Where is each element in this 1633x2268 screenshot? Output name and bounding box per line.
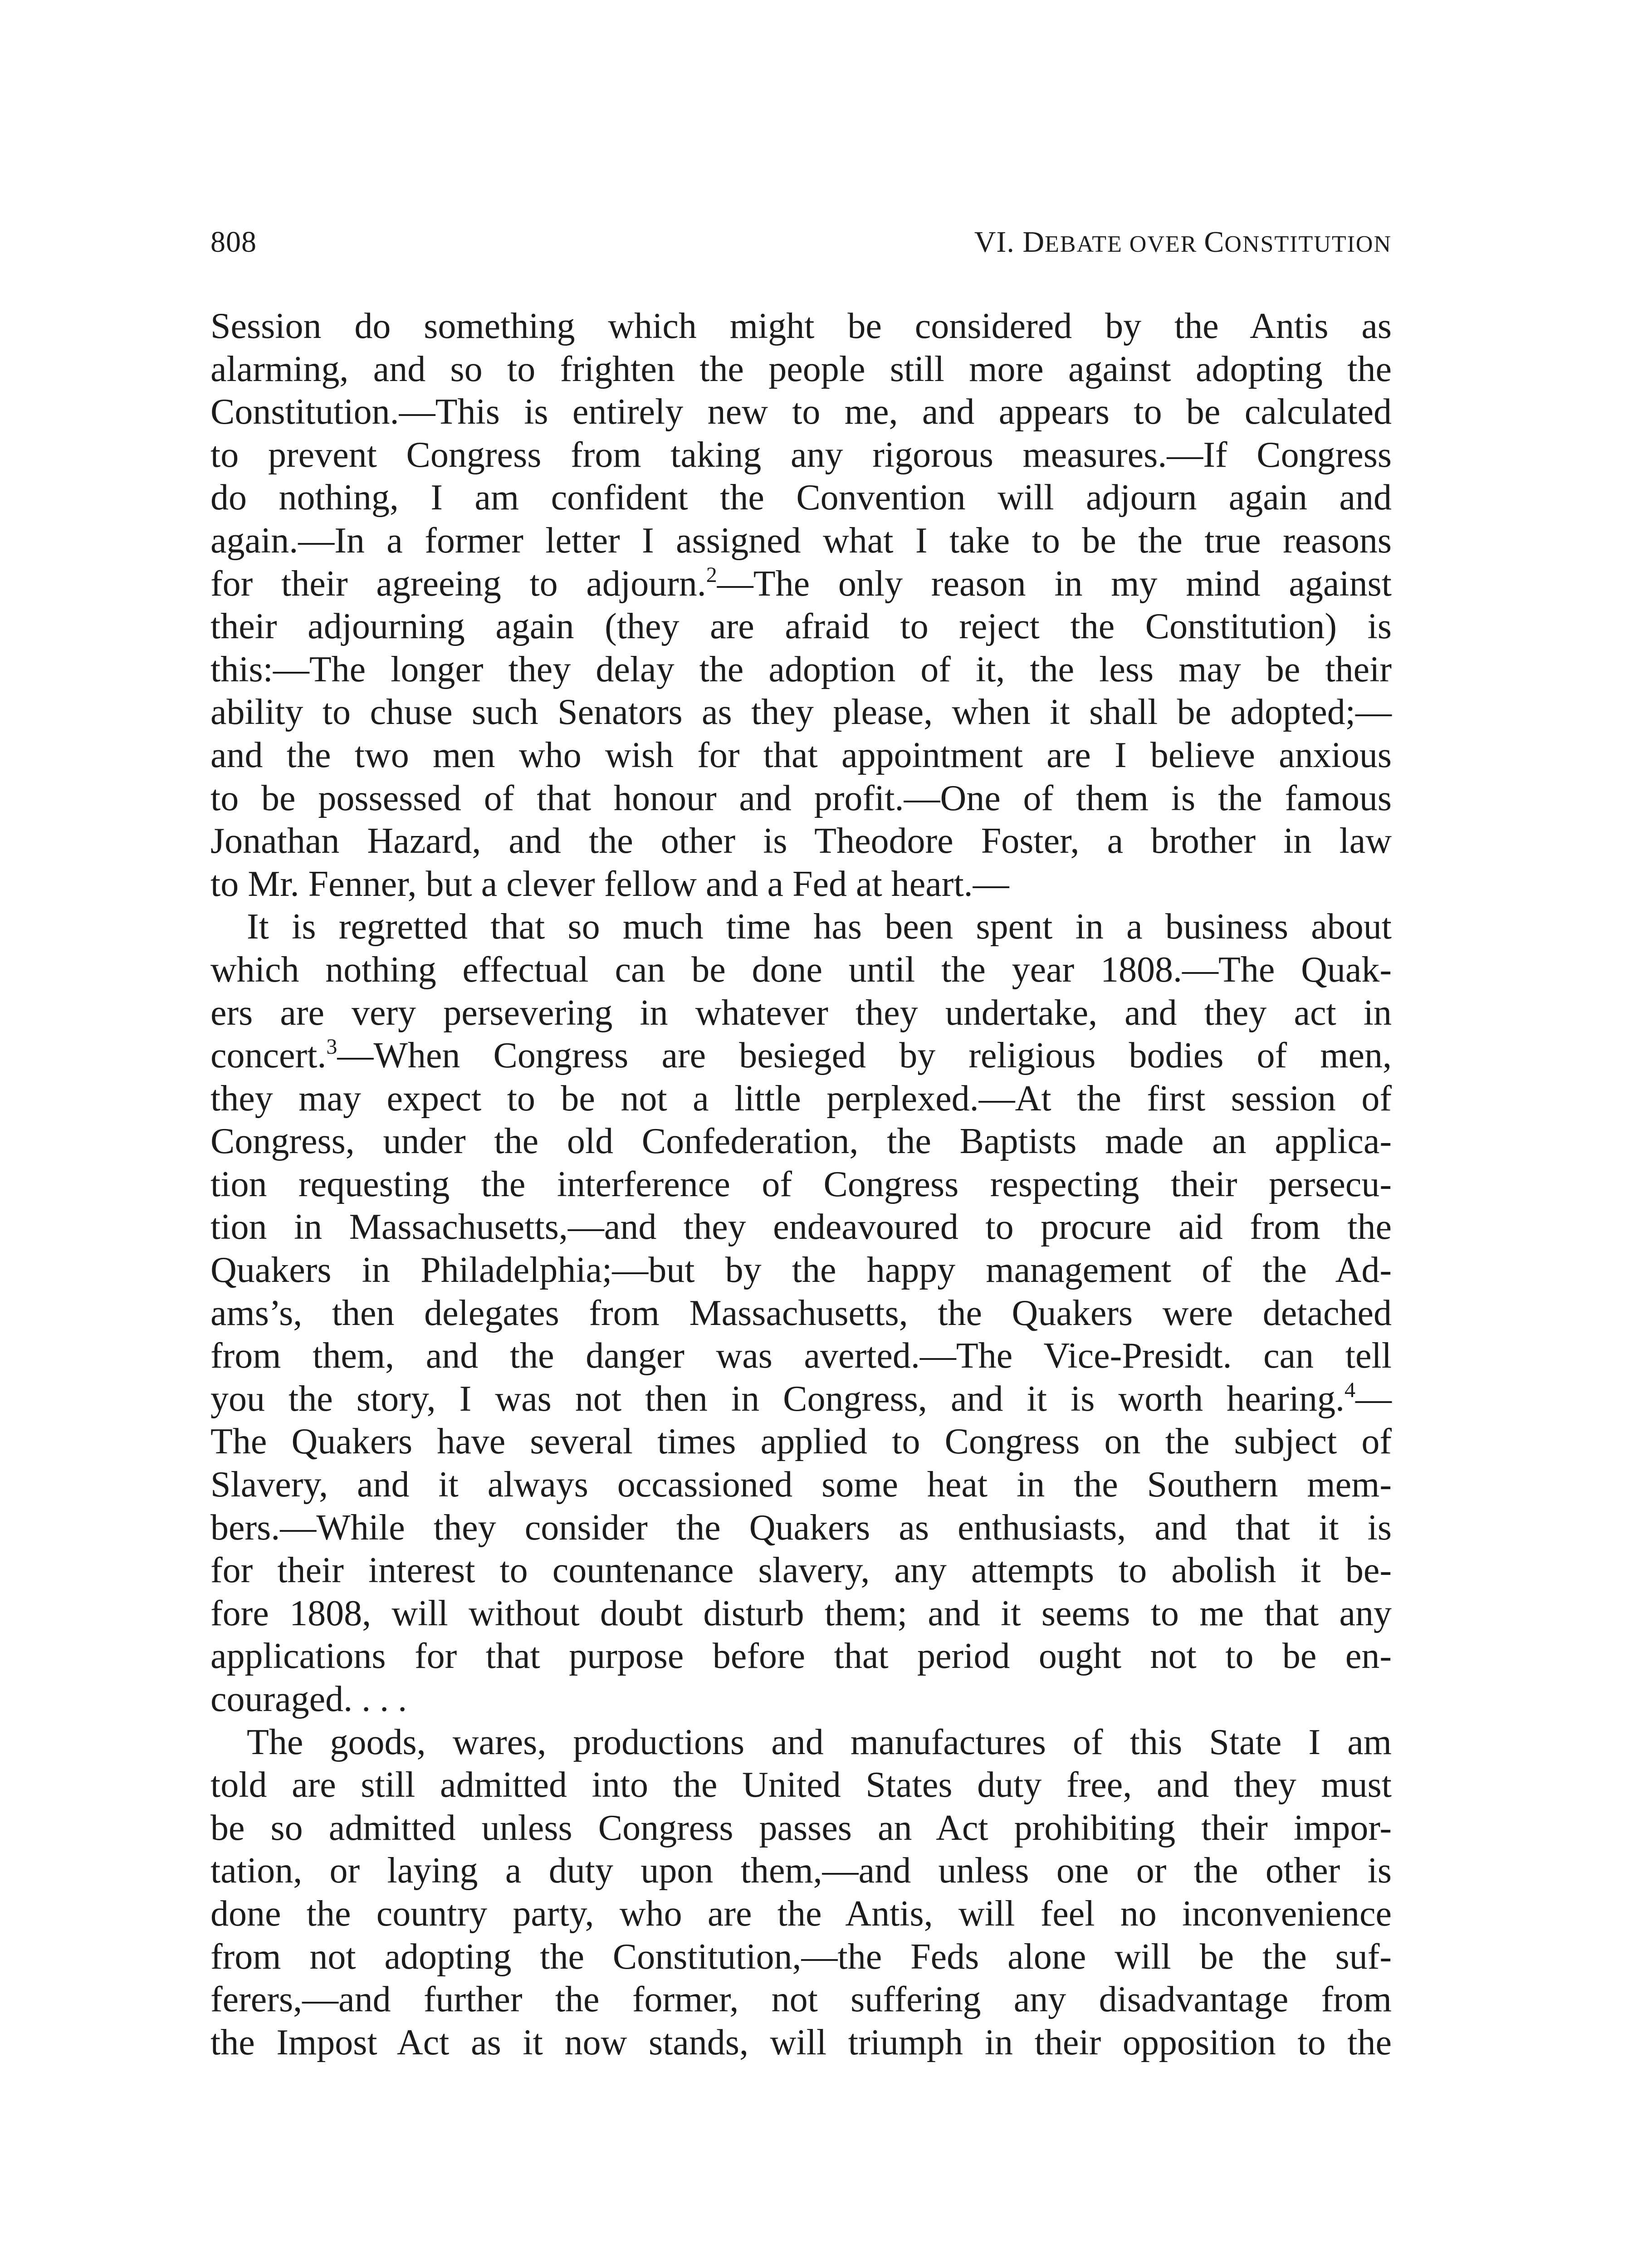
line-text: to Mr. Fenner, but a clever fellow and a Fed at heart.— [210, 864, 1009, 904]
line-text: fore 1808, will without doubt disturb them; and it seems to me that any [210, 1593, 1392, 1633]
paragraph [210, 1721, 1392, 2064]
line-text: to prevent Congress from taking any rigorous measures.—If Congress [210, 435, 1392, 475]
line-text: their adjourning again (they are afraid to reject the Constitution) is [210, 606, 1392, 647]
text-line [210, 2021, 1392, 2064]
running-head [210, 220, 1392, 265]
page-number: 808 [210, 225, 257, 259]
text-line [210, 1420, 1392, 1463]
footnote-reference: 4 [1345, 1378, 1355, 1402]
text-line [210, 1506, 1392, 1549]
text-line [210, 1592, 1392, 1635]
line-text: to be possessed of that honour and profit.—One of them is the famous [210, 778, 1392, 818]
text-line [210, 1978, 1392, 2021]
text-line [210, 734, 1392, 777]
text-line [210, 1077, 1392, 1120]
text-line [210, 905, 1392, 948]
line-text: The Quakers have several times applied to Congress on the subject of [210, 1422, 1392, 1462]
text-line [210, 348, 1392, 391]
line-text: alarming, and so to frighten the people still more against adopting the [210, 349, 1392, 389]
line-text: for their interest to countenance slavery, any attempts to abolish it be- [210, 1550, 1392, 1591]
line-text: tion in Massachusetts,—and they endeavoured to procure aid from the [210, 1207, 1392, 1247]
text-line [210, 1807, 1392, 1850]
line-text: from not adopting the Constitution,—the Feds alone will be the suf- [210, 1936, 1392, 1977]
section-title-initial2: C [1204, 225, 1225, 259]
text-line [210, 1249, 1392, 1292]
line-text: tion requesting the interference of Congress respecting their persecu- [210, 1164, 1392, 1204]
text-line [210, 1892, 1392, 1936]
line-text: Jonathan Hazard, and the other is Theodore Foster, a brother in law [210, 821, 1392, 861]
paragraph [210, 305, 1392, 905]
line-text: Quakers in Philadelphia;—but by the happy management of the Ad- [210, 1250, 1392, 1290]
text-line [210, 1549, 1392, 1592]
text-line [210, 391, 1392, 434]
line-text: this:—The longer they delay the adoption of it, the less may be their [210, 649, 1392, 689]
footnote-reference: 2 [706, 562, 717, 587]
line-text-after-note: — [1355, 1378, 1392, 1419]
line-text: told are still admitted into the United States duty free, and they must [210, 1765, 1392, 1805]
text-line [210, 820, 1392, 863]
line-text: concert. [210, 1036, 327, 1076]
text-line [210, 1378, 1392, 1421]
text-line [210, 1721, 1392, 1764]
line-text: It is regretted that so much time has been spent in a business about [247, 907, 1392, 947]
line-text: which nothing effectual can be done until the year 1808.—The Quak- [210, 949, 1392, 990]
text-line [210, 1463, 1392, 1506]
line-text: they may expect to be not a little perplexed.—At the first session of [210, 1078, 1392, 1119]
text-line [210, 948, 1392, 992]
text-line [210, 777, 1392, 820]
line-text: do nothing, I am confident the Convention will adjourn again and [210, 478, 1392, 518]
text-line [210, 562, 1392, 606]
text-line [210, 1120, 1392, 1163]
text-line [210, 1635, 1392, 1678]
section-title-prefix: VI. D [974, 225, 1045, 259]
line-text: the Impost Act as it now stands, will triumph in their opposition to the [210, 2022, 1392, 2063]
text-line [210, 1764, 1392, 1807]
line-text: couraged. . . . [210, 1679, 407, 1719]
text-line [210, 519, 1392, 562]
section-title-word1: EBATE OVER [1045, 231, 1204, 257]
line-text: for their agreeing to adjourn. [210, 563, 706, 604]
line-text: you the story, I was not then in Congress, and it is worth hearing. [210, 1378, 1345, 1419]
line-text: done the country party, who are the Antis, will feel no inconvenience [210, 1893, 1392, 1934]
line-text: ers are very persevering in whatever they undertake, and they act in [210, 992, 1392, 1033]
line-text: applications for that purpose before that period ought not to be en- [210, 1636, 1392, 1677]
text-line [210, 476, 1392, 519]
line-text-after-note: —The only reason in my mind against [717, 563, 1392, 604]
text-line [210, 1334, 1392, 1378]
text-line [210, 1206, 1392, 1249]
body-text [210, 305, 1392, 2064]
line-text: again.—In a former letter I assigned what I take to be the true reasons [210, 520, 1392, 561]
line-text: ferers,—and further the former, not suffering any disadvantage from [210, 1980, 1392, 2020]
paragraph [210, 905, 1392, 1721]
line-text-after-note: —When Congress are besieged by religious bodies of men, [337, 1036, 1392, 1076]
text-line [210, 1849, 1392, 1892]
line-text: ability to chuse such Senators as they please, when it shall be adopted;— [210, 692, 1392, 733]
line-text: be so admitted unless Congress passes an Act prohibiting their impor- [210, 1808, 1392, 1848]
text-line [210, 648, 1392, 691]
section-title [974, 220, 1392, 267]
text-line [210, 434, 1392, 477]
line-text: and the two men who wish for that appointment are I believe anxious [210, 735, 1392, 775]
line-text: ams’s, then delegates from Massachusetts, the Quakers were detached [210, 1293, 1392, 1333]
text-line [210, 1034, 1392, 1077]
text-line [210, 863, 1392, 906]
footnote-reference: 3 [326, 1035, 337, 1059]
text-line [210, 1292, 1392, 1335]
section-title-word2: ONSTITUTION [1224, 231, 1392, 257]
text-line [210, 1678, 1392, 1721]
line-text: Slavery, and it always occassioned some heat in the Southern mem- [210, 1465, 1392, 1505]
text-line [210, 691, 1392, 734]
line-text: Session do something which might be considered by the Antis as [210, 306, 1392, 346]
text-line [210, 305, 1392, 348]
line-text: from them, and the danger was averted.—The Vice-Presidt. can tell [210, 1336, 1392, 1376]
text-line [210, 992, 1392, 1035]
line-text: tation, or laying a duty upon them,—and unless one or the other is [210, 1851, 1392, 1891]
line-text: The goods, wares, productions and manufactures of this State I am [247, 1722, 1392, 1762]
text-line [210, 605, 1392, 648]
text-line [210, 1163, 1392, 1206]
line-text: Congress, under the old Confederation, the Baptists made an applica- [210, 1121, 1392, 1162]
line-text: Constitution.—This is entirely new to me, and appears to be calculated [210, 392, 1392, 432]
line-text: bers.—While they consider the Quakers as enthusiasts, and that it is [210, 1507, 1392, 1548]
text-line [210, 1936, 1392, 1979]
